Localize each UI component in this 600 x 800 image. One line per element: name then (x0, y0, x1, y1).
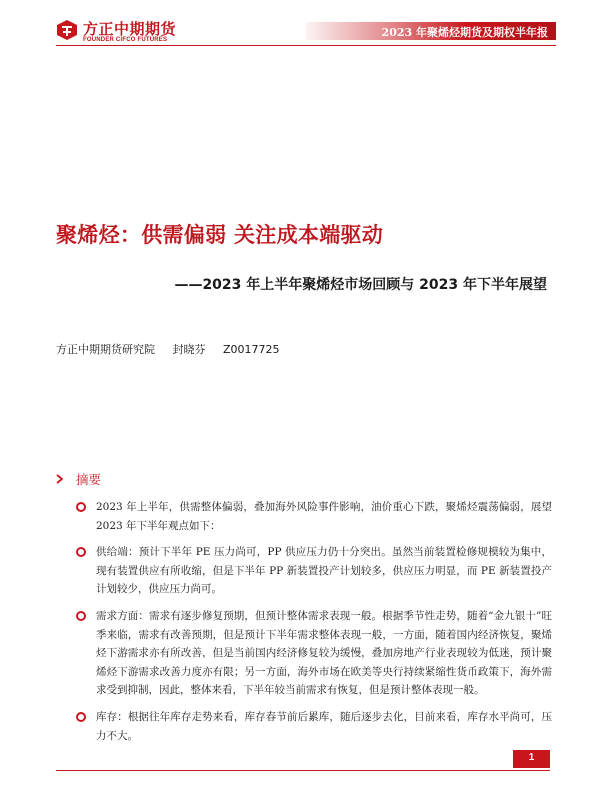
bullet-circle-icon (76, 611, 86, 621)
subtitle: ——2023 年上半年聚烯烃市场回顾与 2023 年下半年展望 (174, 277, 547, 293)
list-item-text: 需求方面：需求有逐步修复预期，但预计整体需求表现一般。根据季节性走势，随着“金九银十”旺季来临，需求有改善预期，但是预计下半年需求整体表现一般，一方面，随着国内经济恢复，聚烯烃下游需求亦有所改善，但是当前国内经济修复较为缓慢，叠加房地产行业表现较为低迷，预计聚烯烃下游需求改善力度亦有限；另一方面，海外市场在欧美等央行持续紧缩性货币政策下，海外需求受到抑制，因此，整体来看，下半年较当前需求有恢复，但是预计整体表现一般。 (96, 609, 552, 697)
header-divider (56, 45, 556, 46)
author-license: Z0017725 (223, 343, 280, 356)
footer-divider (56, 770, 550, 771)
list-item-text: 供给端：预计下半年 PE 压力尚可，PP 供应压力仍十分突出。虽然当前装置检修规模较为集中，现有装置供应有所收缩，但是下半年 PP 新装置投产计划较多，供应压力明显，而 PE 新装置投产计划较少，供应压力尚可。 (96, 546, 552, 596)
list-item (76, 607, 552, 700)
logo-text-cn: 方正中期期货 (83, 20, 177, 38)
list-item-text: 库存：根据往年库存走势来看，库存春节前后累库，随后逐步去化，目前来看，库存水平尚可，压力不大。 (96, 710, 552, 742)
company-logo (56, 18, 206, 48)
header-title-bar (306, 22, 556, 40)
author-institute: 方正中期期货研究院 (56, 343, 155, 356)
author-info (56, 341, 294, 357)
page-number-badge (513, 750, 550, 768)
summary-heading-label: 摘要 (76, 472, 102, 487)
report-title: 2023 年聚烯烃期货及期权半年报 (381, 26, 548, 39)
list-item-text: 2023 年上半年，供需整体偏弱，叠加海外风险事件影响，油价重心下跌，聚烯烃震荡偏弱，展望 2023 年下半年观点如下： (96, 501, 552, 532)
bullet-circle-icon (76, 502, 86, 512)
page-header (0, 0, 600, 62)
author-name: 封晓芬 (172, 343, 206, 356)
page-number: 1 (528, 752, 535, 763)
logo-text-en: FOUNDER CIFCO FUTURES (83, 37, 168, 43)
logo-mark-icon (56, 19, 78, 41)
list-item (76, 708, 552, 745)
list-item (76, 543, 552, 599)
bullet-circle-icon (76, 712, 86, 722)
bullet-circle-icon (76, 547, 86, 557)
main-title: 聚烯烃：供需偏弱 关注成本端驱动 (56, 223, 384, 247)
chevron-right-icon (56, 474, 64, 484)
summary-list (76, 498, 552, 753)
list-item (76, 498, 552, 535)
